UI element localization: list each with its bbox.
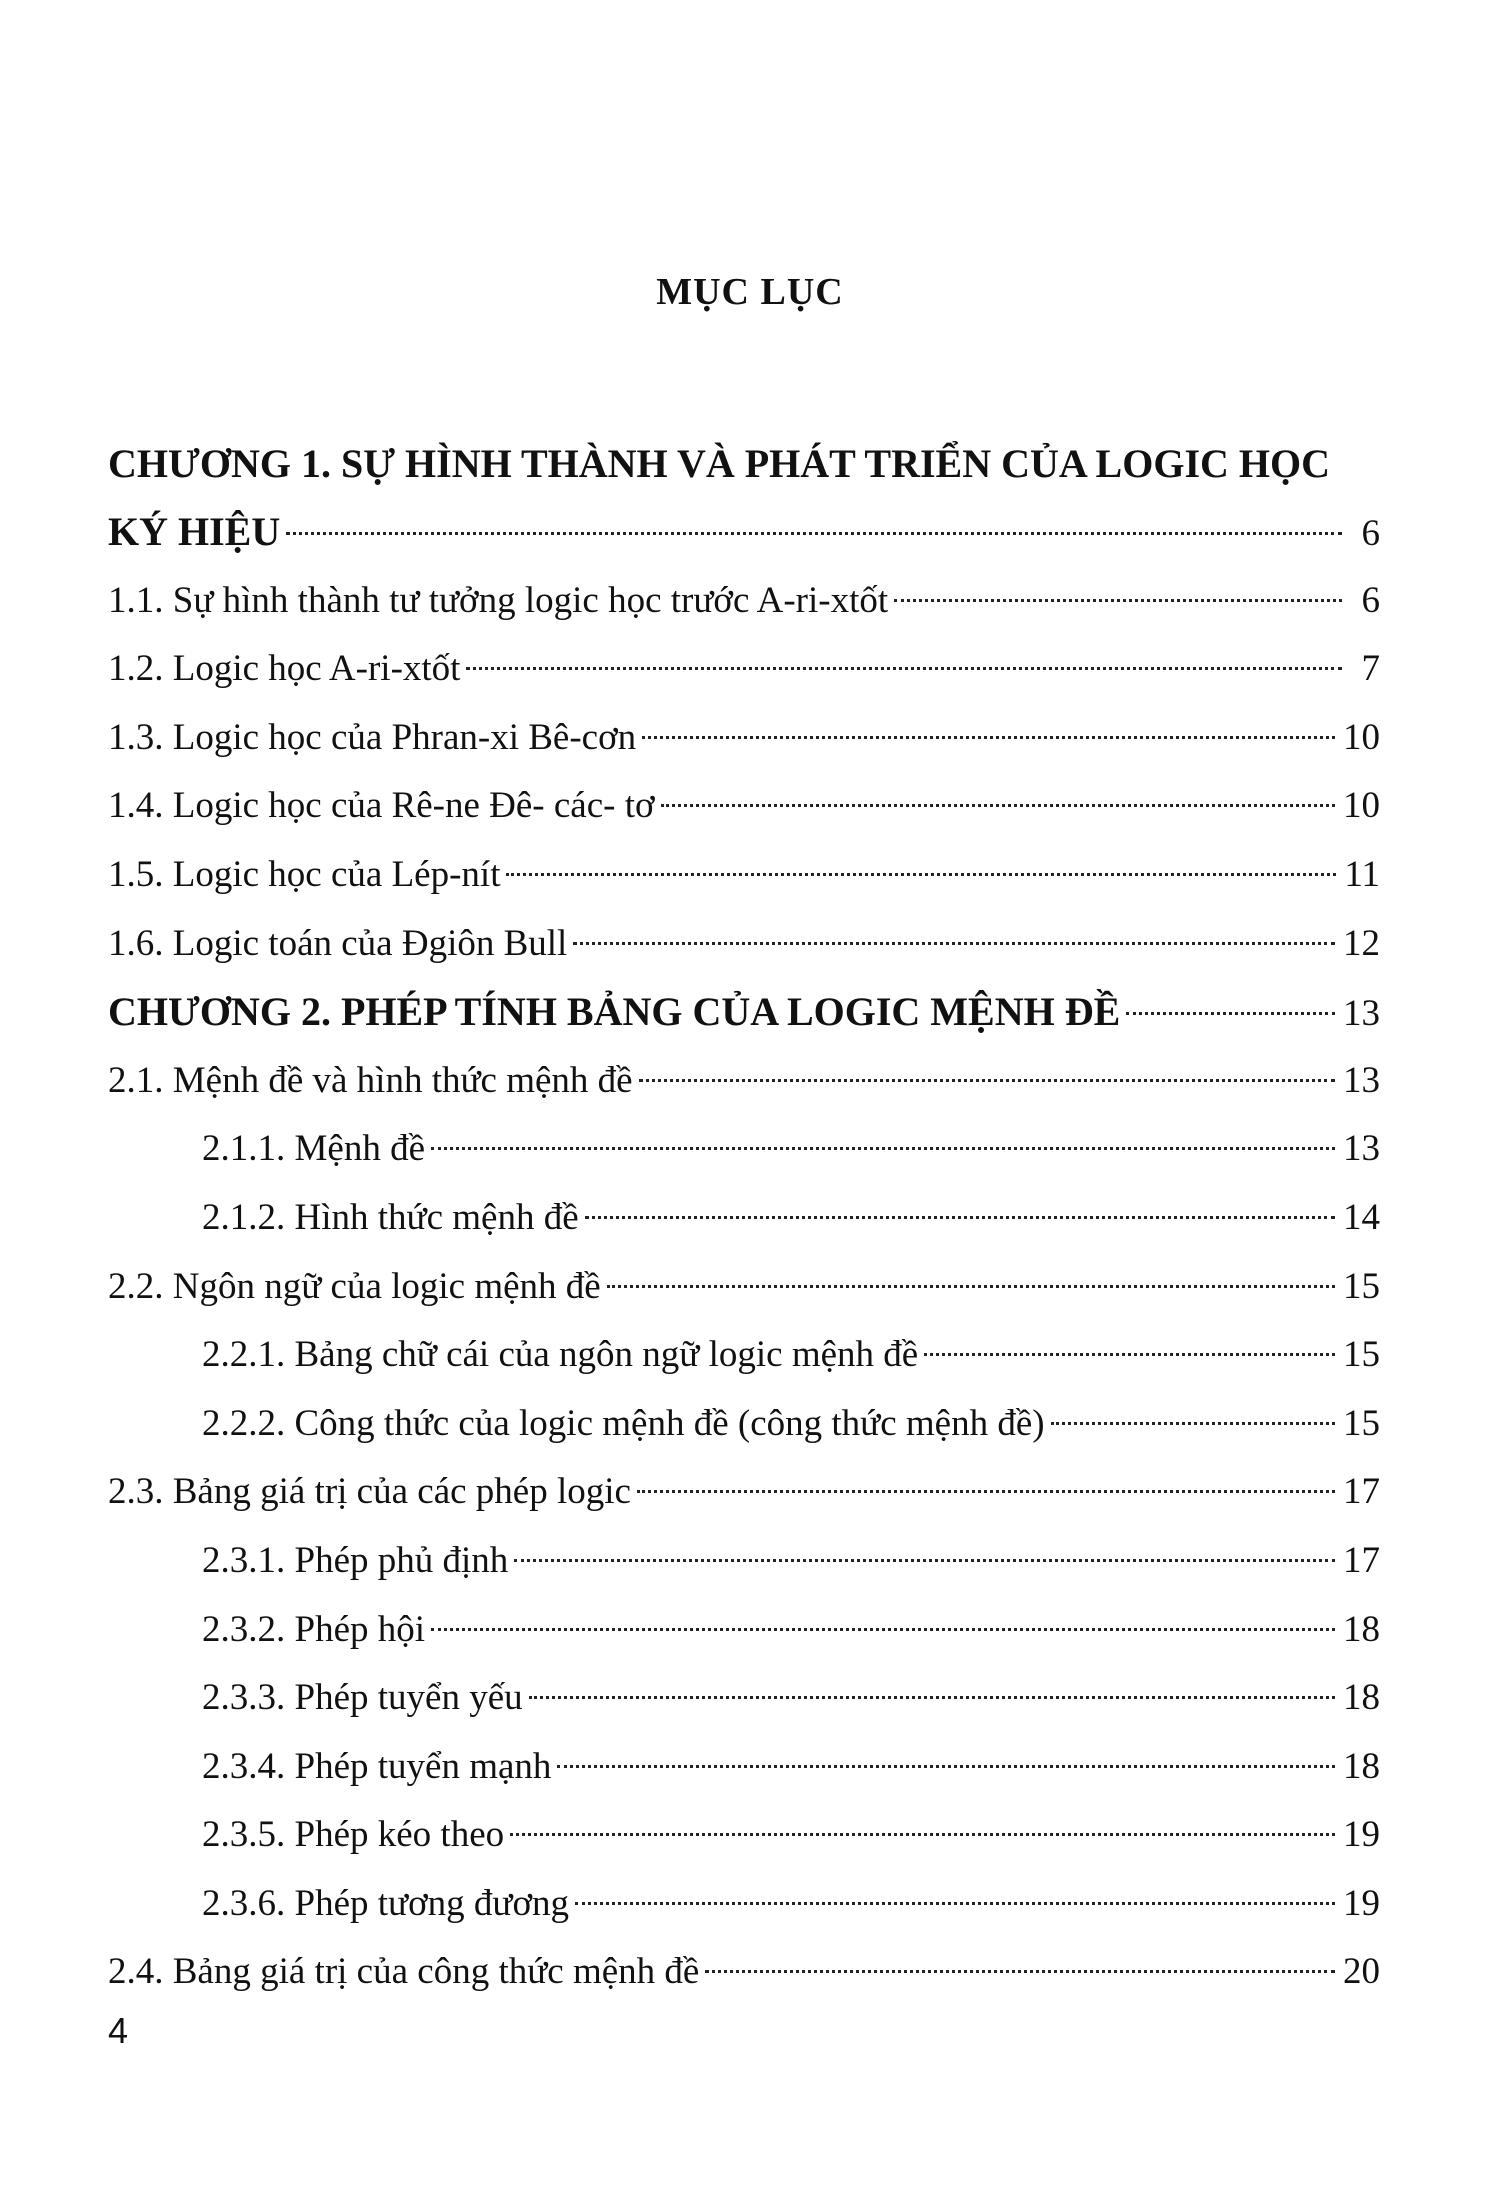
toc-entry-text: 2.1.2. Hình thức mệnh đề [202,1196,579,1238]
toc-entry-2-3-3[interactable] [108,1664,1380,1733]
toc-entry-text: CHƯƠNG 2. PHÉP TÍNH BẢNG CỦA LOGIC MỆNH ĐỀ [108,989,1121,1035]
dot-leader [510,1833,1335,1836]
toc-page-number: 10 [1343,716,1380,758]
toc-page-number: 6 [1361,513,1380,554]
dot-leader [529,1696,1335,1699]
dot-leader [585,1216,1335,1219]
toc-page-number: 7 [1361,648,1380,690]
toc-page-number: 14 [1343,1196,1380,1238]
toc-entry-text: 1.5. Logic học của Lép-nít [108,853,501,895]
toc-entry-text: 1.2. Logic học A-ri-xtốt [108,648,461,690]
toc-entry-2-3[interactable] [108,1458,1380,1527]
toc-page-number: 17 [1343,1471,1380,1513]
toc-entry-text: 2.3.4. Phép tuyển mạnh [202,1745,552,1787]
toc-entry-1-6[interactable] [108,910,1380,979]
toc-entry-text: 2.3.2. Phép hội [202,1608,426,1650]
toc-entry-text: 1.3. Logic học của Phran-xi Bê-cơn [108,716,637,758]
toc-entry-1-3[interactable] [108,704,1380,773]
toc-entry-text: 2.4. Bảng giá trị của công thức mệnh đề [108,1951,700,1993]
toc-page-number: 12 [1343,922,1380,964]
dot-leader [431,1628,1335,1631]
toc-entry-2-2-2[interactable] [108,1390,1380,1459]
toc-entry-text: 2.3.5. Phép kéo theo [202,1814,505,1856]
toc-entry-1-1[interactable] [108,567,1380,636]
dot-leader [642,736,1335,739]
dot-leader [431,1147,1335,1150]
toc-entry-chapter-1-cont[interactable] [108,498,1380,567]
dot-leader [1051,1422,1335,1425]
toc-entry-text: 2.3.3. Phép tuyển yếu [202,1677,523,1719]
dot-leader [924,1353,1335,1356]
dot-leader [575,1902,1335,1905]
toc-entry-text: 2.3.6. Phép tương đương [202,1882,570,1924]
page-title: MỤC LỤC [656,271,844,313]
toc-entry-2-1[interactable] [108,1047,1380,1116]
dot-leader [506,873,1336,876]
toc-entry-2-3-1[interactable] [108,1527,1380,1596]
dot-leader [557,1765,1335,1768]
toc-entry-text: 1.6. Logic toán của Đgiôn Bull [108,922,568,964]
toc-entry-text: KÝ HIỆU [108,509,281,554]
toc-entry-2-1-1[interactable] [108,1115,1380,1184]
toc-entry-text: 2.2.2. Công thức của logic mệnh đề (công thức mệnh đề) [202,1402,1045,1444]
toc-page-number: 11 [1344,853,1380,895]
toc-page-number: 19 [1343,1882,1380,1924]
toc-entry-text: 2.3.1. Phép phủ định [202,1539,509,1581]
toc-entry-text: 2.3. Bảng giá trị của các phép logic [108,1471,631,1513]
dot-leader [573,942,1335,945]
dot-leader [1126,1012,1335,1015]
toc-page-number: 17 [1343,1539,1380,1581]
toc-entry-2-3-5[interactable] [108,1801,1380,1870]
toc-entry-text: 1.1. Sự hình thành tư tưởng logic học trước A-ri-xtốt [108,579,889,621]
toc-entry-2-2-1[interactable] [108,1321,1380,1390]
toc-entry-2-3-2[interactable] [108,1596,1380,1665]
toc-page-number: 13 [1343,1128,1380,1170]
dot-leader [639,1079,1335,1082]
toc-page-number: 10 [1343,785,1380,827]
dot-leader [514,1559,1335,1562]
toc-entry-chapter-2[interactable] [108,978,1380,1047]
toc-page-number: 19 [1343,1814,1380,1856]
toc-entry-text: 1.4. Logic học của Rê-ne Đê- các- tơ [108,785,655,827]
dot-leader [466,667,1342,670]
chapter-1-heading: CHƯƠNG 1. SỰ HÌNH THÀNH VÀ PHÁT TRIỂN CỦA LOGIC HỌC [108,441,1331,486]
dot-leader [286,532,1342,535]
dot-leader [661,804,1335,807]
toc-page-number: 15 [1343,1402,1380,1444]
toc-entry-2-4[interactable] [108,1938,1380,2007]
toc-entry-text: 2.1.1. Mệnh đề [202,1128,425,1170]
toc-page-number: 15 [1343,1265,1380,1307]
toc-entry-1-5[interactable] [108,841,1380,910]
toc-entry-2-3-6[interactable] [108,1870,1380,1939]
toc-page-number: 20 [1343,1951,1380,1993]
table-of-contents [108,430,1380,2007]
toc-page-number: 18 [1343,1608,1380,1650]
dot-leader [894,599,1342,602]
toc-entry-2-3-4[interactable] [108,1733,1380,1802]
toc-entry-text: 2.2. Ngôn ngữ của logic mệnh đề [108,1265,601,1307]
toc-entry-text: 2.1. Mệnh đề và hình thức mệnh đề [108,1059,633,1101]
toc-page-number: 18 [1343,1745,1380,1787]
toc-page-number: 13 [1343,1059,1380,1101]
toc-page-number: 18 [1343,1677,1380,1719]
page-number: 4 [108,2010,129,2051]
toc-entry-text: 2.2.1. Bảng chữ cái của ngôn ngữ logic mệnh đề [202,1334,919,1376]
toc-page-number: 13 [1343,993,1380,1035]
dot-leader [637,1490,1335,1493]
toc-entry-1-4[interactable] [108,772,1380,841]
toc-entry-2-1-2[interactable] [108,1184,1380,1253]
toc-entry-2-2[interactable] [108,1253,1380,1322]
toc-entry-1-2[interactable] [108,635,1380,704]
toc-page-number: 15 [1343,1334,1380,1376]
dot-leader [607,1285,1335,1288]
dot-leader [705,1970,1335,1973]
toc-page-number: 6 [1361,579,1380,621]
